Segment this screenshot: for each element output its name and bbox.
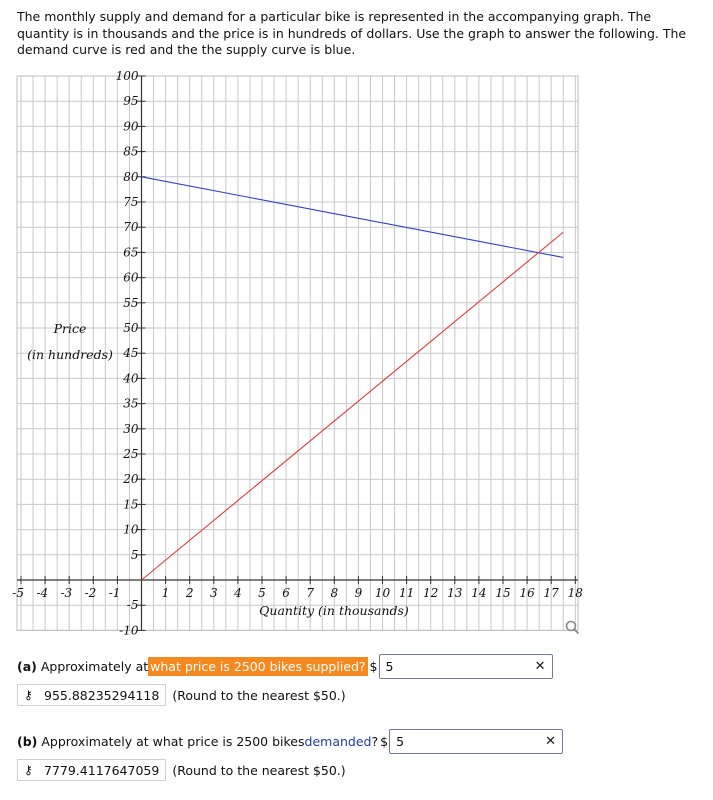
hint-a-row [17, 684, 346, 706]
y-tick-label: 30 [123, 421, 139, 436]
hint-b-row [17, 759, 346, 781]
x-tick-label: -3 [60, 586, 73, 600]
hint-a-box[interactable] [17, 684, 166, 706]
question-b-currency: $ [380, 734, 389, 749]
x-axis-title: Quantity (in thousands) [259, 603, 409, 618]
y-tick-label: 35 [123, 396, 139, 411]
y-tick-label: -5 [126, 598, 139, 613]
demand-line [142, 232, 564, 580]
supply-line [142, 177, 564, 258]
hint-b-value: 7779.4117647059 [44, 762, 160, 778]
x-tick-label: 10 [374, 586, 391, 600]
question-b-keyword: demanded [304, 734, 372, 749]
answer-a-input[interactable] [379, 654, 553, 679]
key-icon: ⚷ [24, 688, 33, 702]
y-tick-label: 55 [123, 295, 139, 310]
y-tick-label: 60 [123, 270, 139, 285]
y-tick-label: 50 [123, 321, 139, 335]
x-tick-label: 16 [519, 586, 535, 600]
question-a-highlight: what price is 2500 bikes supplied? [150, 659, 366, 674]
x-tick-label: -5 [12, 586, 24, 600]
y-tick-label: 70 [123, 220, 139, 235]
y-tick-label: 100 [115, 69, 139, 83]
problem-statement: The monthly supply and demand for a particular bike is represented in the accompanying graph. The quantity is in thousands and the price is in hundreds of dollars. Use the graph to answer the following. The demand curve is red and the the supply curve is blue. [17, 9, 687, 57]
x-tick-label: 6 [282, 586, 290, 600]
y-tick-label: 85 [123, 144, 139, 159]
y-tick-label: 75 [123, 195, 139, 209]
question-a [17, 654, 553, 679]
x-tick-label: 14 [471, 586, 487, 600]
x-tick-label: 12 [423, 586, 439, 600]
round-note-a: (Round to the nearest $50.) [172, 687, 346, 703]
x-tick-label: -1 [108, 586, 121, 600]
answer-b-value: 5 [396, 734, 405, 749]
y-tick-label: 95 [123, 94, 139, 109]
x-tick-label: 2 [185, 586, 194, 600]
y-tick-label: 15 [123, 497, 139, 512]
hint-a-value: 955.88235294118 [44, 687, 160, 703]
x-tick-label: 7 [306, 586, 315, 600]
close-icon[interactable]: ✕ [534, 659, 546, 674]
x-tick-label: 9 [354, 586, 363, 600]
answer-a-value: 5 [385, 659, 394, 674]
x-tick-label: 13 [447, 586, 463, 600]
key-icon: ⚷ [24, 763, 33, 777]
question-b-suffix: ? [371, 734, 379, 749]
question-b-prefix: Approximately at what price is 2500 bikes [41, 734, 305, 749]
y-tick-label: 5 [130, 547, 139, 562]
y-tick-label: 45 [123, 346, 139, 361]
y-tick-label: 10 [123, 522, 139, 537]
close-icon[interactable]: ✕ [545, 734, 557, 749]
question-b [17, 729, 563, 754]
round-note-b: (Round to the nearest $50.) [172, 762, 346, 778]
x-tick-label: 3 [209, 586, 218, 600]
y-tick-label: 40 [123, 371, 139, 386]
x-tick-label: 4 [234, 586, 242, 600]
y-tick-label: 65 [123, 245, 139, 260]
x-tick-label: 11 [398, 586, 415, 600]
y-tick-label: 80 [123, 169, 139, 184]
y-tick-label: 20 [123, 472, 139, 487]
x-tick-label: 8 [330, 586, 339, 600]
question-a-currency: $ [369, 659, 378, 674]
x-tick-label: -4 [36, 586, 49, 600]
x-tick-label: 15 [495, 586, 511, 600]
x-tick-label: -2 [84, 586, 97, 600]
y-axis-title-line1: Price [53, 321, 87, 336]
question-b-label: (b) [17, 734, 38, 749]
question-a-prefix: Approximately at [40, 659, 149, 674]
x-tick-label: 1 [161, 586, 170, 600]
magnifier-icon[interactable] [567, 622, 579, 634]
x-tick-label: 18 [567, 586, 583, 600]
answer-b-input[interactable] [389, 729, 563, 754]
y-axis-title-line2: (in hundreds) [27, 347, 113, 362]
hint-b-box[interactable] [17, 759, 166, 781]
y-tick-label: -10 [119, 623, 139, 638]
x-tick-label: 5 [258, 586, 266, 600]
y-tick-label: 90 [123, 119, 139, 134]
question-a-label: (a) [17, 659, 37, 674]
y-tick-label: 25 [123, 447, 139, 461]
x-tick-label: 17 [543, 586, 559, 600]
